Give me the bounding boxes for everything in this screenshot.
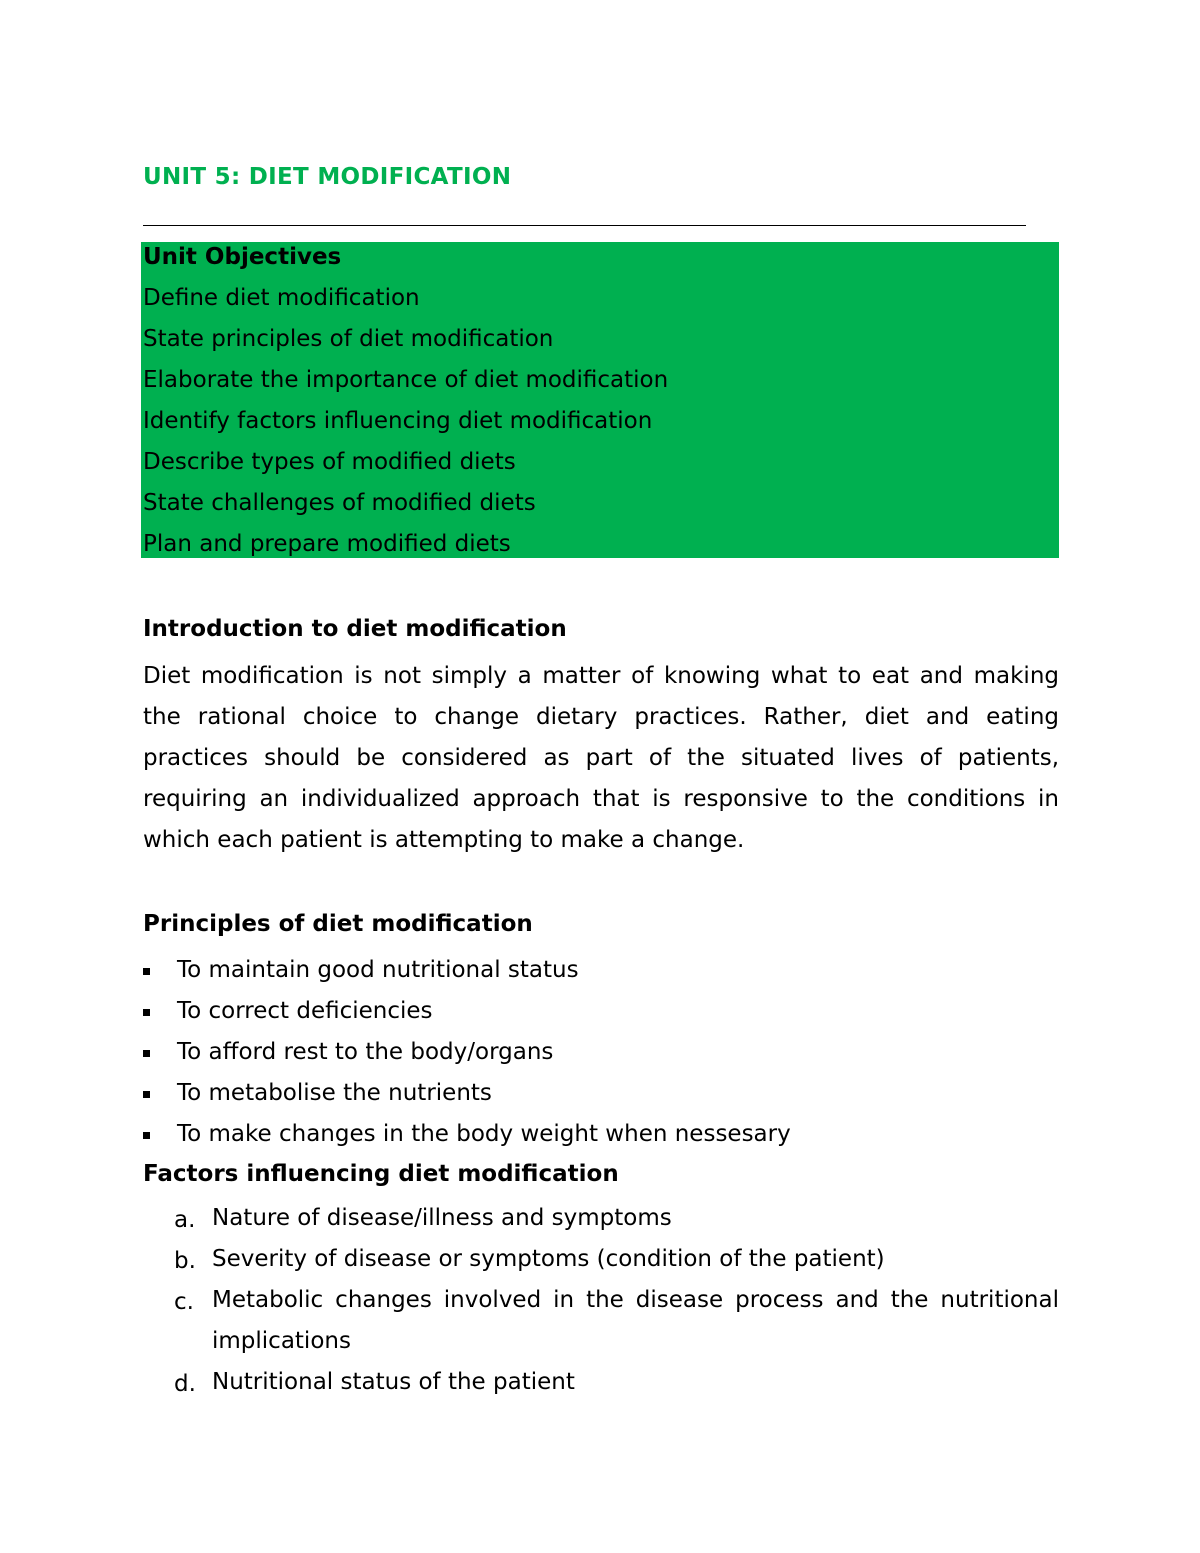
list-item-text: To correct deficiencies — [177, 998, 433, 1024]
objective-item: Identify factors influencing diet modification — [143, 408, 653, 434]
list-item-letter: a. — [174, 1207, 196, 1233]
list-item-text — [212, 1239, 1059, 1280]
square-bullet-icon — [143, 1091, 150, 1098]
objective-item: Define diet modification — [143, 285, 420, 311]
list-item-text — [212, 1280, 1059, 1362]
title-divider — [143, 225, 1026, 226]
list-item-letter: b. — [174, 1248, 196, 1274]
introduction-heading: Introduction to diet modification — [143, 616, 567, 642]
paragraph-line: requiring an individualized approach that is responsive to the conditions in — [143, 786, 1059, 812]
paragraph-line: Diet modification is not simply a matter of knowing what to eat and making — [143, 663, 1059, 689]
paragraph-line: which each patient is attempting to make a change. — [143, 827, 745, 853]
list-item-text — [212, 1198, 1059, 1239]
objective-item: State challenges of modified diets — [143, 490, 536, 516]
list-item-line: Severity of disease or symptoms (condition of the patient) — [212, 1246, 885, 1272]
square-bullet-icon — [143, 1050, 150, 1057]
objectives-highlight-box — [141, 242, 1059, 558]
list-item-text — [212, 1362, 1059, 1403]
list-item-line: Nutritional status of the patient — [212, 1369, 575, 1395]
objective-item: State principles of diet modification — [143, 326, 554, 352]
list-item-letter: d. — [174, 1371, 196, 1397]
unit-title: UNIT 5: DIET MODIFICATION — [143, 164, 512, 190]
objective-item: Plan and prepare modified diets — [143, 531, 511, 557]
list-item-line: Nature of disease/illness and symptoms — [212, 1205, 672, 1231]
list-item-text: To afford rest to the body/organs — [177, 1039, 554, 1065]
square-bullet-icon — [143, 1009, 150, 1016]
list-item-text: To make changes in the body weight when nessesary — [177, 1121, 791, 1147]
list-item-text: To maintain good nutritional status — [177, 957, 579, 983]
objective-item: Elaborate the importance of diet modification — [143, 367, 669, 393]
paragraph-line: the rational choice to change dietary practices. Rather, diet and eating — [143, 704, 1059, 730]
introduction-paragraph — [143, 656, 1059, 861]
square-bullet-icon — [143, 1132, 150, 1139]
list-item-text: To metabolise the nutrients — [177, 1080, 492, 1106]
objectives-heading: Unit Objectives — [143, 244, 342, 270]
list-item-line: Metabolic changes involved in the disease process and the nutritional — [212, 1287, 1059, 1313]
principles-heading: Principles of diet modification — [143, 911, 533, 937]
list-item-line: implications — [212, 1328, 351, 1354]
list-item-letter: c. — [174, 1289, 194, 1315]
paragraph-line: practices should be considered as part of the situated lives of patients, — [143, 745, 1059, 771]
objective-item: Describe types of modified diets — [143, 449, 516, 475]
factors-heading: Factors influencing diet modification — [143, 1161, 619, 1187]
square-bullet-icon — [143, 968, 150, 975]
